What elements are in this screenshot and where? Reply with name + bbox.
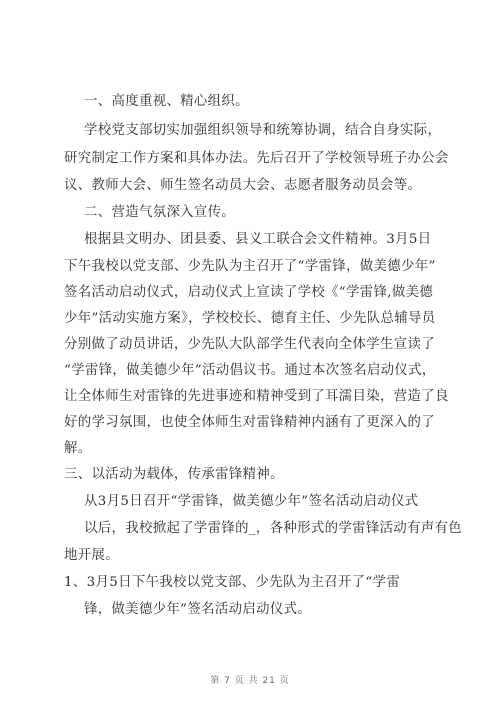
paragraph-line: 研究制定工作方案和具体办法。先后召开了学校领导班子办公会 xyxy=(64,151,449,166)
paragraph-line: 下午我校以党支部、少先队为主召开了“学雷锋，做美德少年” xyxy=(64,259,436,274)
paragraph-line: 锋，做美德少年”签名活动启动仪式。 xyxy=(84,602,312,617)
paragraph-line: 三、以活动为载体，传承雷锋精神。 xyxy=(64,467,284,482)
paragraph-line: 少年”活动实施方案》，学校校长、德育主任、少先队总辅导员 xyxy=(64,311,436,326)
paragraph-line: 地开展。 xyxy=(64,548,119,563)
section-heading-1: 一、高度重视、精心组织。 xyxy=(84,94,249,109)
paragraph-line: 签名活动启动仪式，启动仪式上宣读了学校《“学雷锋,做美德 xyxy=(64,285,434,300)
paragraph-line: “学雷锋，做美德少年”活动倡议书。通过本次签名启动仪式， xyxy=(64,363,436,378)
paragraph-line: 根据县文明办、团县委、县义工联合会文件精神。3月5日 xyxy=(84,232,432,247)
paragraph-line: 学校党支部切实加强组织领导和统筹协调，结合自身实际， xyxy=(84,123,442,138)
paragraph-line: 让全体师生对雷锋的先进事迹和精神受到了耳濡目染，营造了良 xyxy=(64,389,449,404)
paragraph-line: 议、教师大会、师生签名动员大会、志愿者服务动员会等。 xyxy=(64,178,422,193)
section-heading-2: 二、营造气氛深入宣传。 xyxy=(84,205,236,220)
paragraph-line: 好的学习氛围，也使全体师生对雷锋精神内涵有了更深入的了 xyxy=(64,415,435,430)
section-heading-3: 从3月5日召开“学雷锋，做美德少年”签名活动启动仪式 xyxy=(84,494,419,509)
page-number-footer: 第 7 页 共 21 页 xyxy=(210,676,290,686)
paragraph-line: 1、3月5日下午我校以党支部、少先队为主召开了“学雷 xyxy=(64,575,401,590)
paragraph-line: 解。 xyxy=(64,441,92,456)
paragraph-line: 以后，我校掀起了学雷锋的_，各种形式的学雷锋活动有声有色 xyxy=(84,521,463,536)
paragraph-line: 分别做了动员讲话，少先队大队部学生代表向全体学生宣读了 xyxy=(64,337,435,352)
